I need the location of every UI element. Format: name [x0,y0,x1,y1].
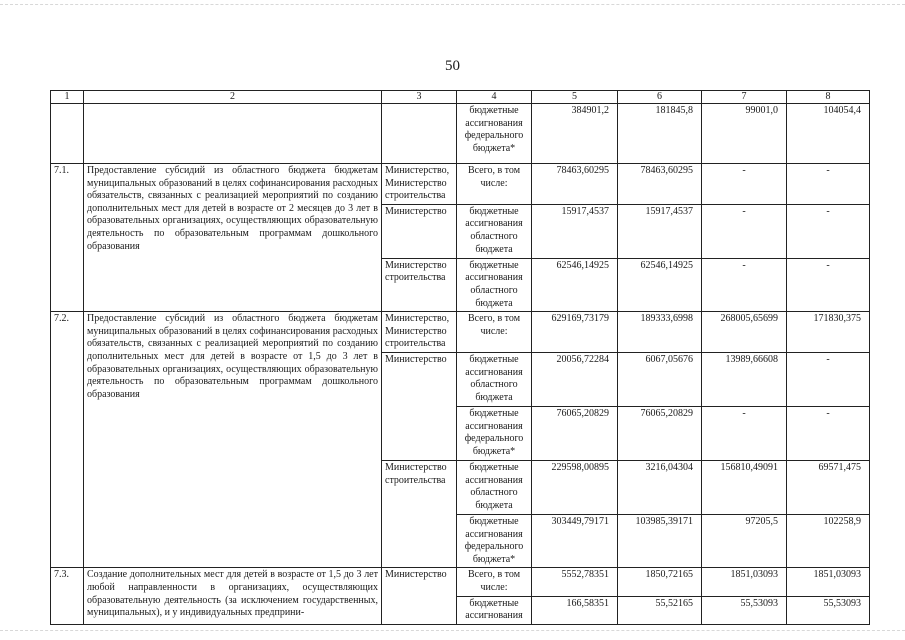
value-cell: 104054,4 [787,104,870,164]
table-row [51,568,870,596]
value-cell: 97205,5 [702,514,787,567]
executor-cell: Министерство [382,568,457,624]
funding-source-cell: бюджетные ассигнования федерального бюджета* [457,514,532,567]
value-cell: - [787,258,870,311]
value-cell: 629169,73179 [532,312,618,353]
executor-cell: Министерство строительства [382,460,457,567]
executor-cell: Министерство, Министерство строительства [382,164,457,205]
column-header: 2 [84,91,382,104]
value-cell: 189333,6998 [618,312,702,353]
value-cell: - [702,204,787,258]
value-cell: 156810,49091 [702,460,787,514]
value-cell: 1851,03093 [787,568,870,596]
value-cell: 76065,20829 [618,406,702,460]
funding-source-cell: бюджетные ассигнования областного бюджета [457,460,532,514]
value-cell: - [787,352,870,406]
value-cell: 55,53093 [787,596,870,624]
item-description-cell [84,104,382,164]
value-cell: 102258,9 [787,514,870,567]
item-code-cell [51,104,84,164]
value-cell: - [702,258,787,311]
item-description-cell: Создание дополнительных мест для детей в возрасте от 1,5 до 3 лет любой направленности в организациях, осуществляющих образовательную деятельность (за исключением государственных, муниципальных), и у индивидуальных предприни- [84,568,382,624]
value-cell: 76065,20829 [532,406,618,460]
value-cell: 6067,05676 [618,352,702,406]
value-cell: 103985,39171 [618,514,702,567]
funding-source-cell: бюджетные ассигнования областного бюджета [457,204,532,258]
value-cell: 1850,72165 [618,568,702,596]
value-cell: 99001,0 [702,104,787,164]
column-header: 1 [51,91,84,104]
funding-source-cell: Всего, в том числе: [457,568,532,596]
column-header: 8 [787,91,870,104]
executor-cell: Министерство [382,204,457,258]
funding-source-cell: бюджетные ассигнования областного бюджета [457,352,532,406]
column-header: 7 [702,91,787,104]
value-cell: 181845,8 [618,104,702,164]
funding-source-cell: Всего, в том числе: [457,312,532,353]
value-cell: 15917,4537 [532,204,618,258]
executor-cell: Министерство, Министерство строительства [382,312,457,353]
page-number: 50 [445,58,460,74]
item-code-cell: 7.1. [51,164,84,312]
value-cell: 5552,78351 [532,568,618,596]
table-row [51,312,870,353]
value-cell: 1851,03093 [702,568,787,596]
value-cell: 78463,60295 [532,164,618,205]
value-cell: 62546,14925 [532,258,618,311]
funding-source-cell: бюджетные ассигнования федерального бюджета* [457,406,532,460]
table-row [51,104,870,164]
value-cell: 268005,65699 [702,312,787,353]
item-code-cell: 7.3. [51,568,84,624]
value-cell: 69571,475 [787,460,870,514]
funding-source-cell: бюджетные ассигнования [457,596,532,624]
item-description-cell: Предоставление субсидий из областного бюджета бюджетам муниципальных образований в целях софинансирования расходных обязательств, связанных с реализацией мероприятий по созданию дополнительных мест для детей в возрасте от 1,5 до 3 лет в образовательных организациях, осуществляющих образовательную деятельность по образовательным программам дошкольного образования [84,312,382,568]
budget-table [50,90,870,625]
value-cell: 13989,66608 [702,352,787,406]
item-code-cell: 7.2. [51,312,84,568]
funding-source-cell: Всего, в том числе: [457,164,532,205]
executor-cell: Министерство строительства [382,258,457,311]
funding-source-cell: бюджетные ассигнования областного бюджета [457,258,532,311]
value-cell: 15917,4537 [618,204,702,258]
value-cell: 229598,00895 [532,460,618,514]
value-cell: 55,52165 [618,596,702,624]
top-scan-edge [0,4,905,5]
value-cell: 20056,72284 [532,352,618,406]
value-cell: 78463,60295 [618,164,702,205]
table-header-row [51,91,870,104]
value-cell: - [787,164,870,205]
funding-source-cell: бюджетные ассигнования федерального бюджета* [457,104,532,164]
column-header: 5 [532,91,618,104]
value-cell: - [702,406,787,460]
value-cell: 303449,79171 [532,514,618,567]
column-header: 4 [457,91,532,104]
bottom-scan-edge [0,630,905,631]
value-cell: - [702,164,787,205]
table-row [51,164,870,205]
item-description-cell: Предоставление субсидий из областного бюджета бюджетам муниципальных образований в целях софинансирования расходных обязательств, связанных с реализацией мероприятий по созданию дополнительных мест для детей в возрасте от 2 месяцев до 3 лет в образовательных организациях, осуществляющих образовательную деятельность по образовательным программам дошкольного образования [84,164,382,312]
value-cell: 3216,04304 [618,460,702,514]
column-header: 6 [618,91,702,104]
executor-cell: Министерство [382,352,457,460]
column-header: 3 [382,91,457,104]
value-cell: 55,53093 [702,596,787,624]
value-cell: - [787,204,870,258]
executor-cell [382,104,457,164]
value-cell: - [787,406,870,460]
value-cell: 166,58351 [532,596,618,624]
value-cell: 62546,14925 [618,258,702,311]
value-cell: 171830,375 [787,312,870,353]
value-cell: 384901,2 [532,104,618,164]
